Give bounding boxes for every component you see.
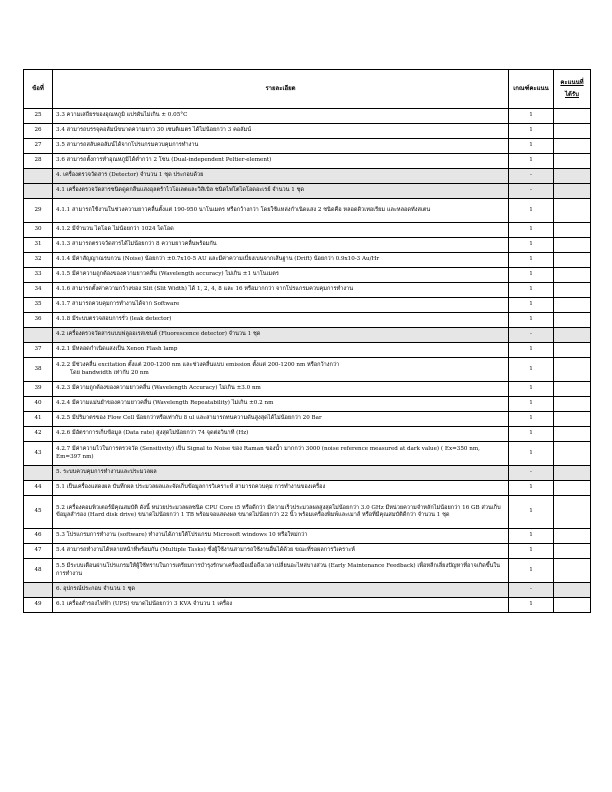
table-row [24, 427, 591, 442]
spec-table [23, 69, 591, 613]
vendor-score-cell [554, 223, 591, 238]
table-row [24, 253, 591, 268]
vendor-score-cell [554, 199, 591, 223]
row-number: 29 [24, 199, 53, 223]
table-row [24, 529, 591, 544]
detail-text: 4.1.5 มีค่าความถูกต้องของความยาวคลื่น (Wavelength accuracy) ไม่เกิน ±1 นาโนเมตร [56, 271, 279, 278]
criteria-score: 1 [509, 223, 554, 238]
table-row [24, 598, 591, 613]
vendor-score-cell [554, 397, 591, 412]
vendor-score-cell [554, 109, 591, 124]
header-detail: รายละเอียด [53, 70, 509, 109]
vendor-score-cell [554, 427, 591, 442]
row-number: 31 [24, 238, 53, 253]
table-row [24, 313, 591, 328]
table-row [24, 238, 591, 253]
header-vendor-score: คะแนนที่ได้รับ [554, 70, 591, 109]
vendor-score-cell [554, 124, 591, 139]
detail-text: 6. อุปกรณ์ประกอบ จำนวน 1 ชุด [56, 586, 135, 593]
section-row [24, 169, 591, 184]
row-detail [53, 397, 509, 412]
row-detail [53, 238, 509, 253]
vendor-score-cell [554, 559, 591, 583]
detail-text: 5. ระบบควบคุมการทำงานและประมวลผล [56, 469, 157, 476]
vendor-score-cell [554, 343, 591, 358]
row-detail [53, 313, 509, 328]
table-row [24, 442, 591, 466]
criteria-score: 1 [509, 343, 554, 358]
criteria-score: 1 [509, 412, 554, 427]
section-row [24, 184, 591, 199]
criteria-score: 1 [509, 598, 554, 613]
detail-text: 4.2.4 มีความแม่นยำของความยาวคลื่น (Wavelength Repeatability) ไม่เกิน ±0.2 nm [56, 400, 274, 407]
criteria-score: 1 [509, 442, 554, 466]
detail-text: 5.1 เป็นเครื่องแสดงผล บันทึกผล ประมวลผลและจัดเก็บข้อมูลการวิเคราะห์ สามารถควบคุม การทำงานของเครื่อง [56, 484, 326, 491]
detail-text: 6.1 เครื่องสำรองไฟฟ้า (UPS) ขนาดไม่น้อยกว่า 3 KVA จำนวน 1 เครื่อง [56, 601, 233, 608]
vendor-score-cell [554, 139, 591, 154]
detail-text: 4.2.7 มีค่าความไวในการตรวจวัด (Sensitivity) เป็น Signal to Noise ของ Raman ของน้ำ มากกว่า 3000 (noise reference measured at dark value) ( Ex=350 nm, Em=397 nm) [56, 446, 480, 460]
criteria-score: 1 [509, 253, 554, 268]
detail-text: 4.2.3 มีความถูกต้องของความยาวคลื่น (Wavelength Accuracy) ไม่เกิน ±3.0 nm [56, 385, 261, 392]
criteria-score: 1 [509, 109, 554, 124]
row-number: 38 [24, 358, 53, 382]
table-row [24, 496, 591, 529]
vendor-score-cell [554, 583, 591, 598]
criteria-score: 1 [509, 313, 554, 328]
table-row [24, 298, 591, 313]
row-number: 36 [24, 313, 53, 328]
table-row [24, 154, 591, 169]
row-detail [53, 283, 509, 298]
row-number: 45 [24, 496, 53, 529]
criteria-score: 1 [509, 559, 554, 583]
vendor-score-cell [554, 598, 591, 613]
row-number [24, 583, 53, 598]
criteria-score: 1 [509, 124, 554, 139]
vendor-score-cell [554, 169, 591, 184]
criteria-score: 1 [509, 238, 554, 253]
row-number: 33 [24, 268, 53, 283]
row-number [24, 169, 53, 184]
detail-text: 4.1.2 มีจำนวน ไดโอด ไม่น้อยกว่า 1024 ไดโอด [56, 226, 174, 233]
detail-text: 3.5 สามารถสลับคอลัมน์ได้จากโปรแกรมควบคุมการทำงาน [56, 142, 199, 149]
row-detail [53, 223, 509, 238]
row-detail [53, 442, 509, 466]
row-number: 47 [24, 544, 53, 559]
table-row [24, 268, 591, 283]
row-number: 37 [24, 343, 53, 358]
table-row [24, 544, 591, 559]
vendor-score-cell [554, 154, 591, 169]
detail-text-continued: โดย bandwidth เท่ากับ 20 nm [70, 369, 149, 376]
row-detail [53, 109, 509, 124]
section-title [53, 328, 509, 343]
criteria-score: 1 [509, 544, 554, 559]
row-detail [53, 253, 509, 268]
detail-text: 4.1.7 สามารถควบคุมการทำงานได้จาก Software [56, 301, 180, 308]
vendor-score-cell [554, 442, 591, 466]
table-row [24, 139, 591, 154]
table-row [24, 358, 591, 382]
detail-text: 3.6 สามารถตั้งการทำอุณหภูมิได้ต่ำกว่า 2 โซน (Dual-independent Peltier-element) [56, 157, 272, 164]
section-title [53, 169, 509, 184]
row-number: 25 [24, 109, 53, 124]
row-number: 42 [24, 427, 53, 442]
criteria-score: 1 [509, 154, 554, 169]
row-detail [53, 544, 509, 559]
row-number: 27 [24, 139, 53, 154]
row-detail [53, 199, 509, 223]
table-row [24, 199, 591, 223]
row-number [24, 184, 53, 199]
row-number: 34 [24, 283, 53, 298]
table-row [24, 109, 591, 124]
vendor-score-cell [554, 382, 591, 397]
detail-text: 4.2 เครื่องตรวจวัดสารแบบฟลูออเรสเซนต์ (Fluorescence detector) จำนวน 1 ชุด [56, 331, 261, 338]
row-number: 48 [24, 559, 53, 583]
criteria-score: 1 [509, 358, 554, 382]
row-number: 41 [24, 412, 53, 427]
detail-text: 4.2.6 มีอัตราการเก็บข้อมูล (Data rate) สูงสุดไม่น้อยกว่า 74 จุดต่อวินาที (Hz) [56, 430, 249, 437]
row-detail [53, 559, 509, 583]
detail-text: 4.1 เครื่องตรวจวัดสารชนิดดูดกลืนแสงอุลตร้าไวโอเลตและวิสิเบิล ชนิดไฟโตไดโอดอะเรย์ จำนวน 1 ชุด [56, 187, 305, 194]
detail-text: 4.1.8 มีระบบตรวจสอบการรั่ว (leak detector) [56, 316, 172, 323]
detail-text: 3.4 สามารถบรรจุคอลัมน์ขนาดความยาว 30 เซนติเมตร ได้ไม่น้อยกว่า 3 คอลัมน์ [56, 127, 252, 134]
row-number: 46 [24, 529, 53, 544]
vendor-score-cell [554, 268, 591, 283]
detail-text: 4.2.2 มีช่วงคลื่น excitation ตั้งแต่ 200-1200 nm และช่วงคลื่นแบบ emission ตั้งแต่ 200-1200 nm หรือกว้างกว่า [56, 362, 340, 369]
table-row [24, 412, 591, 427]
vendor-score-cell [554, 412, 591, 427]
criteria-score: - [509, 328, 554, 343]
vendor-score-cell [554, 496, 591, 529]
table-row [24, 481, 591, 496]
detail-text: 4.1.1 สามารถใช้งานในช่วงความยาวคลื่นตั้งแต่ 190-950 นาโนเมตร หรือกว้างกว่า โดยใช้แหล่งกำเนิดแสง 2 ชนิดคือ หลอดดิวเทอเรียม และหลอดทังสเตน [56, 206, 431, 213]
header-criteria: เกณฑ์คะแนน [509, 70, 554, 109]
vendor-score-cell [554, 253, 591, 268]
detail-text: 4.2.1 มีหลอดกำเนิดแสงเป็น Xenon Flash lamp [56, 346, 178, 353]
row-number [24, 328, 53, 343]
row-detail [53, 598, 509, 613]
criteria-score: 1 [509, 283, 554, 298]
row-detail [53, 343, 509, 358]
criteria-score: 1 [509, 529, 554, 544]
row-detail [53, 412, 509, 427]
criteria-score: - [509, 184, 554, 199]
row-detail [53, 427, 509, 442]
row-detail [53, 496, 509, 529]
section-title [53, 583, 509, 598]
row-number: 40 [24, 397, 53, 412]
criteria-score: - [509, 169, 554, 184]
criteria-score: 1 [509, 298, 554, 313]
section-row [24, 328, 591, 343]
row-number: 26 [24, 124, 53, 139]
table-row [24, 397, 591, 412]
row-detail [53, 481, 509, 496]
table-row [24, 343, 591, 358]
row-number [24, 466, 53, 481]
table-body [24, 109, 591, 613]
row-number: 49 [24, 598, 53, 613]
detail-text: 4.1.4 มีค่าสัญญาณรบกวน (Noise) น้อยกว่า ±0.7x10-5 AU และมีค่าความเบี่ยงเบนจากเส้นฐาน (Drift) น้อยกว่า 0.9x10-3 Au/Hr [56, 256, 380, 263]
vendor-score-cell [554, 238, 591, 253]
criteria-score: 1 [509, 427, 554, 442]
vendor-score-cell [554, 529, 591, 544]
criteria-score: 1 [509, 199, 554, 223]
detail-text: 4.1.6 สามารถตั้งค่าความกว้างของ Slit (Slit Width) ได้ 1, 2, 4, 8 และ 16 หรือมากกว่า จากโปรแกรมควบคุมการทำงาน [56, 286, 354, 293]
table-row [24, 124, 591, 139]
table-row [24, 223, 591, 238]
criteria-score: 1 [509, 481, 554, 496]
criteria-score: 1 [509, 139, 554, 154]
table-header-row [24, 70, 591, 109]
criteria-score: 1 [509, 496, 554, 529]
vendor-score-cell [554, 358, 591, 382]
criteria-score: - [509, 466, 554, 481]
vendor-score-cell [554, 313, 591, 328]
row-number: 44 [24, 481, 53, 496]
section-row [24, 466, 591, 481]
vendor-score-cell [554, 466, 591, 481]
header-no: ข้อที่ [24, 70, 53, 109]
table-row [24, 382, 591, 397]
row-number: 39 [24, 382, 53, 397]
row-number: 35 [24, 298, 53, 313]
criteria-score: 1 [509, 268, 554, 283]
vendor-score-cell [554, 298, 591, 313]
table-row [24, 283, 591, 298]
row-detail [53, 154, 509, 169]
section-row [24, 583, 591, 598]
vendor-score-cell [554, 283, 591, 298]
section-title [53, 184, 509, 199]
row-detail [53, 298, 509, 313]
criteria-score: 1 [509, 382, 554, 397]
row-number: 30 [24, 223, 53, 238]
detail-text: 5.5 มีระบบเตือนผ่านโปรแกรมให้ผู้ใช้ทราบในการเตรียมการบำรุงรักษาเครื่องมือเมื่อถึงเวลาเปลี่ยนอะไหล่บางส่วน (Early Maintenance Feedback) เพื่อหลีกเลี่ยงปัญหาที่อาจเกิดขึ้นในการทำงาน [56, 563, 500, 577]
vendor-score-cell [554, 184, 591, 199]
criteria-score: 1 [509, 397, 554, 412]
row-number: 28 [24, 154, 53, 169]
detail-text: 4. เครื่องตรวจวัดสาร (Detector) จำนวน 1 ชุด ประกอบด้วย [56, 172, 204, 179]
row-detail [53, 124, 509, 139]
row-number: 32 [24, 253, 53, 268]
detail-text: 4.1.3 สามารถตรวจวัดสารได้ไม่น้อยกว่า 8 ความยาวคลื่นพร้อมกัน [56, 241, 217, 248]
row-detail [53, 529, 509, 544]
section-title [53, 466, 509, 481]
detail-text: 4.2.5 มีปริมาตรของ Flow Cell น้อยกว่าหรือเท่ากับ 8 ul และสามารถทนความดันสูงสุดได้ไม่น้อยกว่า 20 Bar [56, 415, 322, 422]
criteria-score: - [509, 583, 554, 598]
table-row [24, 559, 591, 583]
row-detail [53, 382, 509, 397]
detail-text: 5.4 สามารถทำงานได้หลายหน้าที่พร้อมกัน (Multiple Tasks) ซึ่งผู้ใช้งานสามารถใช้งานอื่นได้ด้วย ขณะที่รอผลการวิเคราะห์ [56, 547, 355, 554]
row-number: 43 [24, 442, 53, 466]
row-detail [53, 358, 509, 382]
row-detail [53, 268, 509, 283]
row-detail [53, 139, 509, 154]
vendor-score-cell [554, 481, 591, 496]
vendor-score-cell [554, 328, 591, 343]
vendor-score-cell [554, 544, 591, 559]
detail-text: 5.3 โปรแกรมการทำงาน (software) ทำงานได้ภายใต้โปรแกรม Microsoft windows 10 หรือใหม่กว่า [56, 532, 308, 539]
detail-text: 5.2 เครื่องคอมพิวเตอร์มีคุณสมบัติ ดังนี้ หน่วยประมวลผลชนิด CPU Core i5 หรือดีกว่า มีความเร็วประมวลผลสูงสุดไม่น้อยกว่า 3.0 GHz มีหน่วยความจำหลักไม่น้อยกว่า 16 GB ส่วนเก็บ ข้อมูลสำรอง (Hard disk drive) ขนาดไม่น้อยกว่า 1 TB พร้อมจอแสดงผล ขนาดไม่น้อยกว่า 22 นิ้ว พร้อมเครื่องพิมพ์และเมาส์ หรือที่มีคุณสมบัติดีกว่า จำนวน 1 ชุด [56, 504, 501, 518]
detail-text: 3.3 ความเสถียรของอุณหภูมิ แปรผันไม่เกิน ± 0.05°C [56, 112, 188, 119]
